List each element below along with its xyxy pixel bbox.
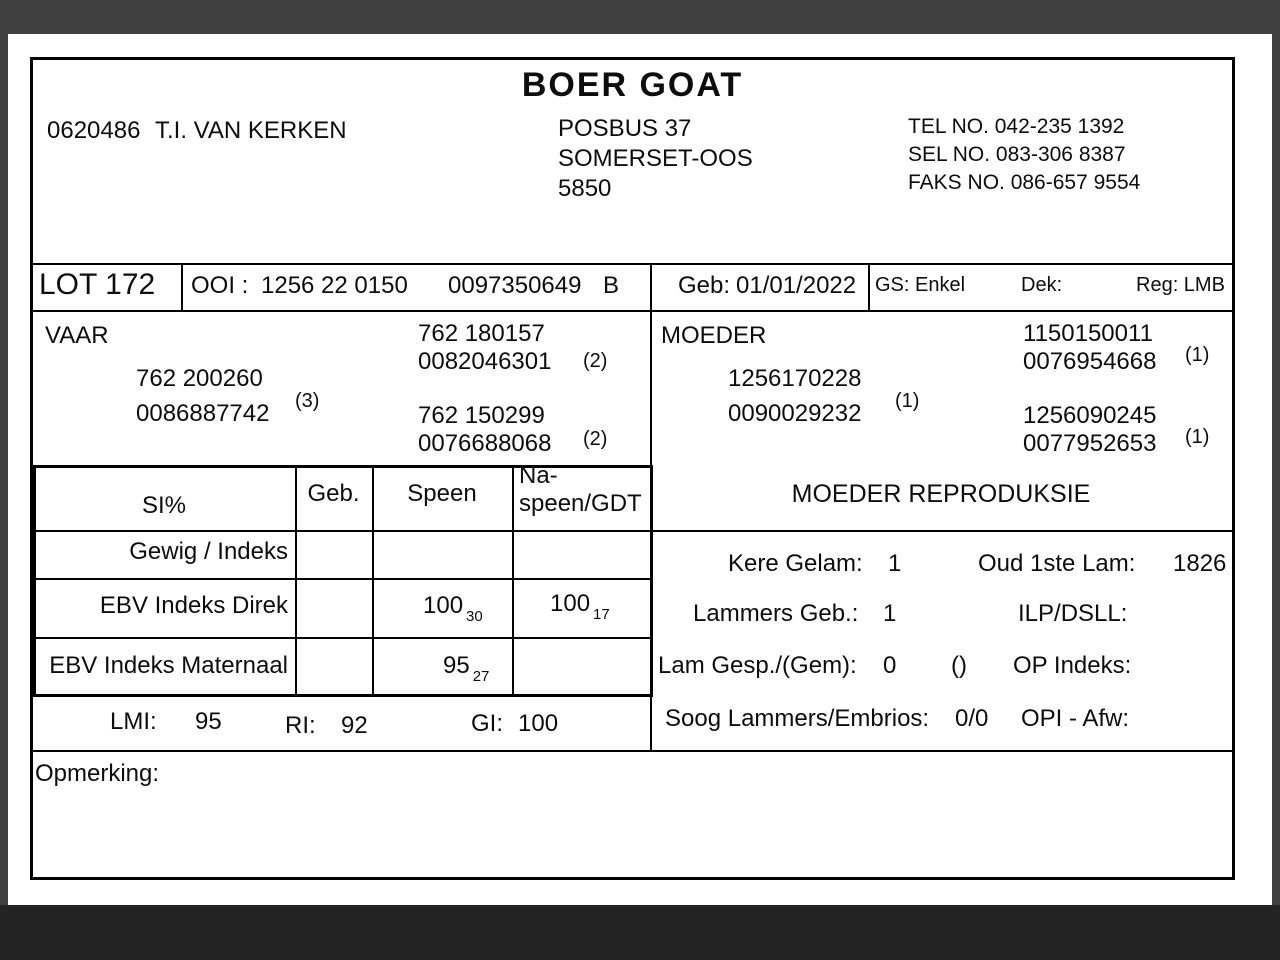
lmi-label: LMI: <box>110 708 157 735</box>
dam-grandsire-line1: 1150150011 <box>1023 320 1153 347</box>
dam-grandsire-line2: 0076954668 <box>1023 348 1157 375</box>
lam-gesp-value: 0 <box>883 652 897 679</box>
si-table-header-naspeen-line2: speen/GDT <box>519 490 642 517</box>
dam-grandsire-count: (1) <box>1185 344 1210 366</box>
breeder-number: 0620486 <box>47 117 141 144</box>
lot-number: LOT 172 <box>39 268 156 301</box>
sire-id-line1: 762 200260 <box>136 365 263 392</box>
sire-grandsire-line2: 0082046301 <box>418 348 552 375</box>
gi-label: GI: <box>471 710 504 737</box>
ebv-direk-speen-value <box>423 592 483 625</box>
ebv-direk-speen-accuracy: 30 <box>466 608 483 625</box>
oud-1ste-lam-value: 1826 <box>1173 550 1227 577</box>
dek-label: Dek: <box>1021 274 1063 296</box>
sire-count: (3) <box>295 390 320 412</box>
address-line2: SOMERSET-OOS <box>558 145 753 172</box>
lam-gesp-extra: () <box>951 652 967 679</box>
ooi-label: OOI : <box>191 272 249 299</box>
fax-number: FAKS NO. 086-657 9554 <box>908 171 1141 194</box>
ri-label: RI: <box>285 712 316 739</box>
lot-cell-divider-1 <box>181 263 183 310</box>
remarks-label: Opmerking: <box>35 760 160 787</box>
ebv-maternaal-speen-main: 95 <box>443 652 470 679</box>
kere-gelam-value: 1 <box>888 550 902 577</box>
si-table-row-divider-1 <box>33 530 653 532</box>
lot-row-bottom-rule <box>33 310 1232 312</box>
si-table-row-label-ebv-maternaal: EBV Indeks Maternaal <box>49 652 288 679</box>
dam-section-label: MOEDER <box>661 322 767 349</box>
gi-value: 100 <box>518 710 559 737</box>
ooi-id-secondary: 0097350649 <box>448 272 582 299</box>
sire-id-line2: 0086887742 <box>136 400 270 427</box>
ilp-dsll-label: ILP/DSLL: <box>1018 600 1128 627</box>
sire-granddam-line1: 762 150299 <box>418 402 545 429</box>
lot-card <box>30 57 1235 880</box>
sire-grandsire-count: (2) <box>583 350 608 372</box>
lot-cell-divider-2 <box>868 263 870 310</box>
si-table-row-divider-2 <box>33 578 653 580</box>
ooi-suffix: B <box>603 272 620 299</box>
lammers-geb-label: Lammers Geb.: <box>693 600 859 627</box>
ebv-maternaal-speen-accuracy: 27 <box>472 668 490 685</box>
address-line3: 5850 <box>558 175 612 202</box>
oud-1ste-lam-label: Oud 1ste Lam: <box>978 550 1136 577</box>
indices-bottom-rule <box>33 750 1232 752</box>
registration: Reg: LMB <box>1136 274 1225 296</box>
page-title: BOER GOAT <box>521 66 744 104</box>
sire-section-label: VAAR <box>45 322 109 349</box>
breeder-name: T.I. VAN KERKEN <box>155 117 347 144</box>
dam-id-line1: 1256170228 <box>728 365 862 392</box>
soog-lammers-value: 0/0 <box>955 705 989 732</box>
dam-granddam-line2: 0077952653 <box>1023 430 1157 457</box>
birth-status: GS: Enkel <box>875 274 966 296</box>
dam-count: (1) <box>895 390 920 412</box>
lammers-geb-value: 1 <box>883 600 897 627</box>
lmi-value: 95 <box>195 708 222 735</box>
repro-title-underline <box>650 530 1232 532</box>
ebv-maternaal-speen-value <box>443 652 490 685</box>
si-table-col-divider-3 <box>512 465 514 697</box>
sire-grandsire-line1: 762 180157 <box>418 320 545 347</box>
dam-granddam-line1: 1256090245 <box>1023 402 1157 429</box>
dam-id-line2: 0090029232 <box>728 400 862 427</box>
dam-granddam-count: (1) <box>1185 426 1210 448</box>
si-table-row-label-gewig: Gewig / Indeks <box>129 538 288 565</box>
soog-lammers-label: Soog Lammers/Embrios: <box>665 705 930 732</box>
repro-section-title: MOEDER REPRODUKSIE <box>791 480 1091 508</box>
birthdate-label: Geb: <box>678 272 731 299</box>
birthdate-value: 01/01/2022 <box>736 272 857 299</box>
lot-row-top-rule <box>33 263 1232 265</box>
si-table-row-divider-3 <box>33 637 653 639</box>
ebv-direk-naspeen-main: 100 <box>550 590 591 617</box>
si-table-row-label-ebv-direk: EBV Indeks Direk <box>99 592 288 619</box>
op-indeks-label: OP Indeks: <box>1013 652 1132 679</box>
kere-gelam-label: Kere Gelam: <box>728 550 863 577</box>
address-line1: POSBUS 37 <box>558 115 692 142</box>
si-table-header-geb: Geb. <box>307 480 360 507</box>
lam-gesp-label: Lam Gesp./(Gem): <box>658 652 857 679</box>
ebv-direk-speen-main: 100 <box>423 592 464 619</box>
si-table-header-si: SI% <box>141 492 186 519</box>
ebv-direk-naspeen-value <box>550 590 610 623</box>
tel-number: TEL NO. 042-235 1392 <box>908 115 1125 138</box>
sire-granddam-count: (2) <box>583 428 608 450</box>
cell-number: SEL NO. 083-306 8387 <box>908 143 1126 166</box>
si-table-header-naspeen-line1: Na- <box>519 462 558 489</box>
scanner-bottom-margin <box>0 905 1280 960</box>
opi-afw-label: OPI - Afw: <box>1021 705 1130 732</box>
ri-value: 92 <box>341 712 368 739</box>
ebv-direk-naspeen-accuracy: 17 <box>593 606 610 623</box>
sire-granddam-line2: 0076688068 <box>418 430 552 457</box>
si-table-header-speen: Speen <box>407 480 477 507</box>
ooi-id-primary: 1256 22 0150 <box>261 272 408 299</box>
